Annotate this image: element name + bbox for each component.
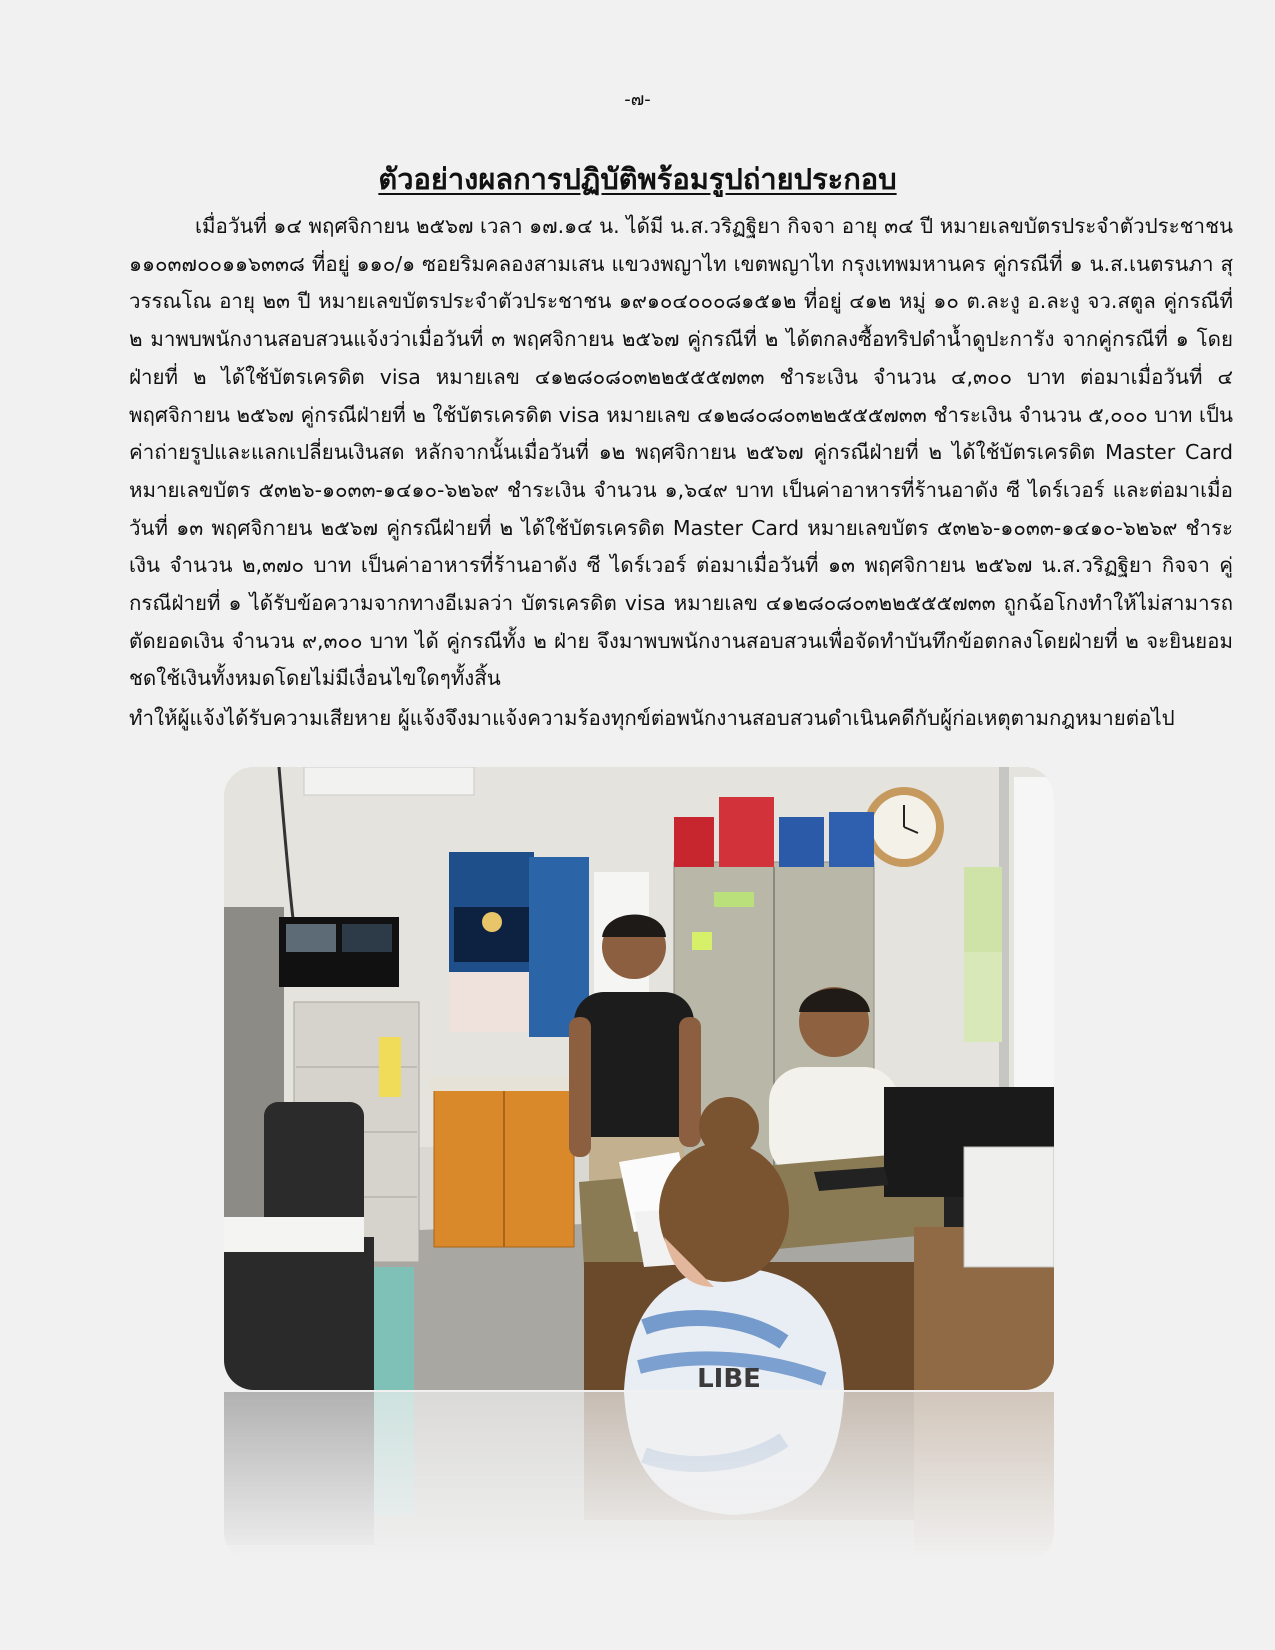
reflection-illustration (224, 1392, 1054, 1562)
page-number: -๗- (624, 89, 651, 110)
document-body (129, 208, 1233, 738)
evidence-photo (224, 767, 1054, 1390)
photo-reflection (224, 1392, 1054, 1562)
closing-paragraph: ทำให้ผู้แจ้งได้รับความเสียหาย ผู้แจ้งจึงมาแจ้งความร้องทุกข์ต่อพนักงานสอบสวนดำเนินคดีกับผู้ก่อเหตุตามกฎหมายต่อไป (129, 706, 1175, 731)
office-scene-illustration (224, 767, 1054, 1390)
document-title: ตัวอย่างผลการปฏิบัติพร้อมรูปถ่ายประกอบ (378, 162, 897, 196)
main-paragraph: เมื่อวันที่ ๑๔ พฤศจิกายน ๒๕๖๗ เวลา ๑๗.๑๔ น. ได้มี น.ส.วริฏฐิยา กิจจา อายุ ๓๔ ปี หมายเลขบัตรประจำตัวประชาชน ๑๑๐๓๗๐๐๑๑๖๓๓๘ ที่อยู่ ๑๑๐/๑ ซอยริมคลองสามเสน แขวงพญาไท เขตพญาไท กรุงเทพมหานคร คู่กรณีที่ ๑ น.ส.เนตรนภา สุวรรณโณ อายุ ๒๓ ปี หมายเลขบัตรประจำตัวประชาชน ๑๙๑๐๔๐๐๐๘๑๕๑๒ ที่อยู่ ๔๑๒ หมู่ ๑๐ ต.ละงู อ.ละงู จว.สตูล คู่กรณีที่ ๒ มาพบพนักงานสอบสวนแจ้งว่าเมื่อวันที่ ๓ พฤศจิกายน ๒๕๖๗ คู่กรณีที่ ๒ ได้ตกลงซื้อทริปดำน้ำดูปะการัง จากคู่กรณีที่ ๑ โดยฝ่ายที่ ๒ ได้ใช้บัตรเครดิต visa หมายเลข ๔๑๒๘๐๘๐๓๒๒๕๕๕๗๓๓ ชำระเงิน จำนวน ๔,๓๐๐ บาท ต่อมาเมื่อวันที่ ๔ พฤศจิกายน ๒๕๖๗ คู่กรณีฝ่ายที่ ๒ ใช้บัตรเครดิต visa หมายเลข ๔๑๒๘๐๘๐๓๒๒๕๕๕๗๓๓ ชำระเงิน จำนวน ๕,๐๐๐ บาท เป็นค่าถ่ายรูปและแลกเปลี่ยนเงินสด หลักจากนั้นเมื่อวันที่ ๑๒ พฤศจิกายน ๒๕๖๗ คู่กรณีฝ่ายที่ ๒ ได้ใช้บัตรเครดิต Master Card หมายเลขบัตร ๕๓๒๖-๑๐๓๓-๑๔๑๐-๖๒๖๙ ชำระเงิน จำนวน ๑,๖๔๙ บาท เป็นค่าอาหารที่ร้านอาดัง ซี ไดร์เวอร์ และต่อมาเมื่อวันที่ ๑๓ พฤศจิกายน ๒๕๖๗ คู่กรณีฝ่ายที่ ๒ ได้ใช้บัตรเครดิต Master Card หมายเลขบัตร ๕๓๒๖-๑๐๓๓-๑๔๑๐-๖๒๖๙ ชำระเงิน จำนวน ๒,๓๗๐ บาท เป็นค่าอาหารที่ร้านอาดัง ซี ไดร์เวอร์ ต่อมาเมื่อวันที่ ๑๓ พฤศจิกายน ๒๕๖๗ น.ส.วริฏฐิยา กิจจา คู่กรณีฝ่ายที่ ๑ ได้รับข้อความจากทางอีเมลว่า บัตรเครดิต visa หมายเลข ๔๑๒๘๐๘๐๓๒๒๕๕๕๗๓๓ ถูกฉ้อโกงทำให้ไม่สามารถตัดยอดเงิน จำนวน ๙,๓๐๐ บาท ได้ คู่กรณีทั้ง ๒ ฝ่าย จึงมาพบพนักงานสอบสวนเพื่อจัดทำบันทึกข้อตกลงโดยฝ่ายที่ ๒ จะยินยอมชดใช้เงินทั้งหมดโดยไม่มีเงื่อนไขใดๆทั้งสิ้น (129, 214, 1233, 691)
shirt-print-text: LIBE (697, 1364, 761, 1390)
